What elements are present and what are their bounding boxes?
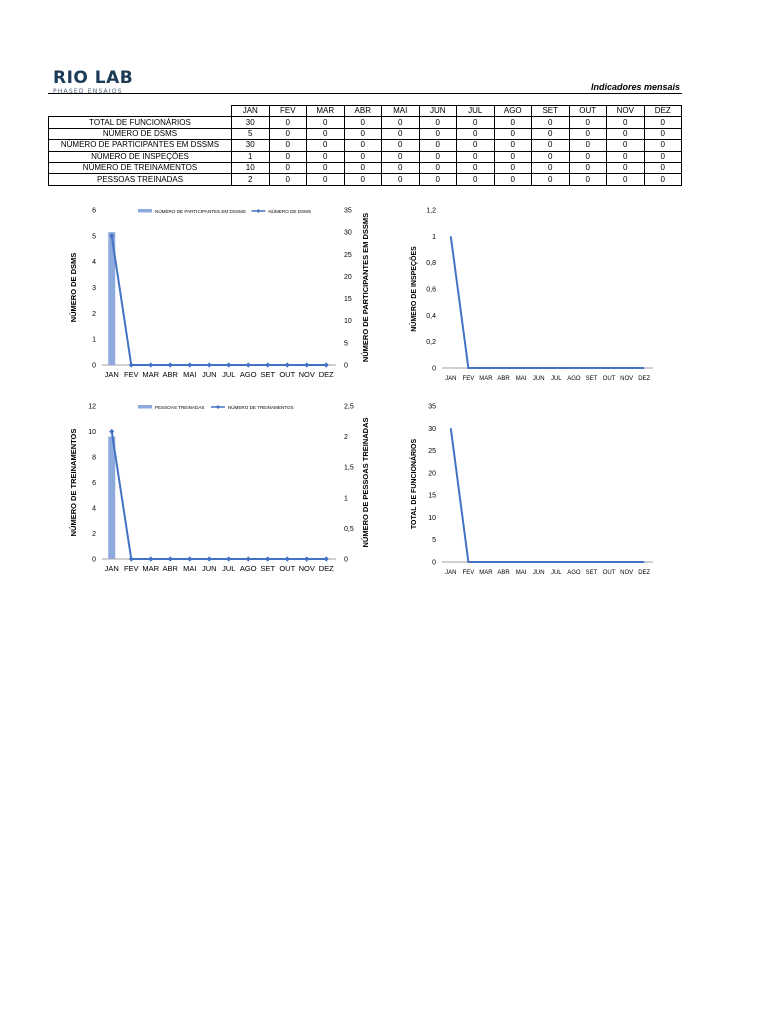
y-tick-label: 0,8: [426, 260, 436, 268]
data-point: [148, 556, 153, 561]
table-cell: 0: [344, 162, 382, 173]
y-tick-label: 0: [432, 365, 436, 373]
table-cell: 0: [532, 128, 570, 139]
y-tick-label: 10: [88, 429, 96, 436]
table-row: [49, 151, 682, 162]
legend-marker: [216, 405, 220, 409]
data-point: [324, 556, 329, 561]
x-tick-label: ABR: [162, 564, 178, 573]
month-header: JAN: [232, 106, 270, 117]
x-tick-label: JAN: [104, 370, 119, 379]
table-cell: 0: [607, 140, 645, 151]
table-cell: 0: [457, 128, 495, 139]
x-tick-label: JUL: [222, 370, 236, 379]
table-row: [49, 140, 682, 151]
table-cell: 0: [457, 117, 495, 128]
y-tick-label: 2: [92, 310, 96, 318]
x-tick-label: JUN: [201, 564, 217, 573]
table-cell: 0: [419, 151, 457, 162]
x-tick-label: SET: [585, 376, 598, 382]
y-tick-label: 0: [92, 556, 96, 564]
y2-tick-label: 0,5: [344, 525, 354, 533]
x-tick-label: OUT: [279, 564, 296, 573]
y2-tick-label: 10: [344, 318, 352, 326]
x-tick-label: ABR: [497, 376, 510, 382]
table-cell: 0: [269, 140, 307, 151]
document-title: Indicadores mensais: [590, 82, 680, 92]
data-point: [168, 362, 173, 367]
x-tick-label: DEZ: [318, 564, 334, 573]
data-point: [226, 362, 231, 367]
y2-tick-label: 2: [344, 434, 348, 442]
table-cell: 10: [232, 162, 270, 173]
employees-chart: [400, 396, 670, 586]
legend-swatch: [138, 209, 152, 213]
table-cell: 0: [269, 128, 307, 139]
y-tick-label: 1,2: [426, 207, 436, 215]
x-tick-label: MAR: [479, 376, 493, 382]
x-tick-label: MAR: [142, 370, 160, 379]
table-cell: 0: [607, 174, 645, 185]
inspections-chart: [400, 200, 670, 390]
data-point: [129, 556, 134, 561]
y-tick-label: 5: [92, 233, 96, 241]
y2-tick-label: 0: [344, 362, 348, 370]
table-cell: 0: [569, 174, 607, 185]
title-divider: [48, 93, 682, 94]
data-point: [265, 362, 270, 367]
x-tick-label: AGO: [239, 564, 257, 573]
table-cell: 0: [457, 162, 495, 173]
table-cell: 0: [307, 174, 345, 185]
y2-tick-label: 15: [344, 296, 352, 304]
indicators-table: [48, 105, 682, 186]
y-tick-label: 30: [428, 425, 436, 433]
table-cell: 0: [494, 128, 532, 139]
x-tick-label: MAI: [515, 376, 527, 382]
month-header: NOV: [607, 106, 645, 117]
table-row: [49, 128, 682, 139]
table-cell: 0: [344, 174, 382, 185]
data-point: [304, 556, 309, 561]
y-tick-label: 0,4: [426, 312, 436, 320]
x-tick-label: MAI: [183, 564, 197, 573]
dsms-chart: [60, 200, 380, 390]
y-tick-label: 1: [432, 233, 436, 241]
table-cell: 0: [644, 162, 682, 173]
table-cell: 0: [419, 162, 457, 173]
table-cell: 0: [419, 128, 457, 139]
y-axis-title: TOTAL DE FUNCIONÁRIOS: [411, 438, 418, 530]
x-tick-label: OUT: [602, 376, 616, 382]
y2-tick-label: 25: [344, 251, 352, 259]
y2-tick-label: 1: [344, 495, 348, 503]
table-cell: 0: [494, 162, 532, 173]
data-point: [304, 362, 309, 367]
x-tick-label: JUN: [532, 376, 545, 382]
y-tick-label: 12: [88, 403, 96, 411]
table-cell: 0: [344, 117, 382, 128]
data-point: [168, 556, 173, 561]
data-point: [324, 362, 329, 367]
table-cell: 0: [419, 117, 457, 128]
y-tick-label: 0: [92, 362, 96, 370]
table-cell: 0: [644, 151, 682, 162]
table-cell: 0: [419, 140, 457, 151]
table-cell: 0: [569, 151, 607, 162]
y-tick-label: 4: [92, 259, 96, 267]
x-tick-label: SET: [585, 570, 598, 576]
data-point: [246, 556, 251, 561]
month-header: OUT: [569, 106, 607, 117]
x-tick-label: SET: [260, 370, 276, 379]
y2-tick-label: 5: [344, 340, 348, 348]
table-cell: 0: [644, 128, 682, 139]
data-point: [148, 362, 153, 367]
legend-label: PESSOAS TREINADAS: [155, 404, 205, 410]
table-cell: 5: [232, 128, 270, 139]
x-tick-label: AGO: [567, 376, 581, 382]
y-axis-title: NÚMERO DE TREINAMENTOS: [69, 428, 78, 537]
table-row: [49, 174, 682, 185]
y-tick-label: 25: [428, 448, 436, 456]
table-cell: 0: [644, 117, 682, 128]
table-cell: 0: [269, 117, 307, 128]
table-cell: 0: [607, 117, 645, 128]
legend-label: NÚMERO DE PARTICIPANTES EM DSSMS: [155, 208, 246, 214]
y-tick-label: 8: [92, 454, 96, 462]
table-cell: 0: [569, 140, 607, 151]
x-tick-label: NOV: [298, 370, 315, 379]
table-cell: 1: [232, 151, 270, 162]
table-cell: 0: [307, 151, 345, 162]
data-point: [187, 556, 192, 561]
table-cell: 0: [269, 162, 307, 173]
table-cell: 0: [644, 140, 682, 151]
row-label: TOTAL DE FUNCIONÁRIOS: [49, 117, 232, 128]
table-cell: 0: [532, 117, 570, 128]
x-tick-label: OUT: [602, 570, 616, 576]
table-cell: 0: [532, 162, 570, 173]
table-row: [49, 162, 682, 173]
table-cell: 0: [457, 140, 495, 151]
table-cell: 0: [307, 162, 345, 173]
x-tick-label: JAN: [445, 570, 457, 576]
y2-axis-title: NÚMERO DE PARTICIPANTES EM DSSMS: [361, 212, 370, 363]
table-cell: 0: [307, 117, 345, 128]
x-tick-label: FEV: [123, 564, 139, 573]
table-cell: 0: [419, 174, 457, 185]
x-tick-label: JUL: [550, 376, 562, 382]
table-cell: 0: [532, 140, 570, 151]
table-cell: 0: [607, 162, 645, 173]
series-line: [451, 428, 644, 562]
month-header: SET: [532, 106, 570, 117]
month-header: MAI: [382, 106, 420, 117]
table-cell: 0: [382, 174, 420, 185]
x-tick-label: DEZ: [638, 570, 651, 576]
table-cell: 0: [344, 151, 382, 162]
table-cell: 0: [494, 174, 532, 185]
y-tick-label: 35: [428, 403, 436, 411]
y2-tick-label: 20: [344, 273, 352, 281]
row-label: NÚMERO DE DSMS: [49, 128, 232, 139]
month-header: JUN: [419, 106, 457, 117]
month-header: FEV: [269, 106, 307, 117]
y-tick-label: 6: [92, 207, 96, 215]
x-tick-label: DEZ: [318, 370, 334, 379]
x-tick-label: NOV: [620, 376, 634, 382]
y-tick-label: 0,6: [426, 286, 436, 294]
table-cell: 0: [307, 140, 345, 151]
row-label: PESSOAS TREINADAS: [49, 174, 232, 185]
table-cell: 0: [532, 174, 570, 185]
month-header: AGO: [494, 106, 532, 117]
x-tick-label: FEV: [462, 376, 475, 382]
table-cell: 0: [457, 151, 495, 162]
series-line: [451, 236, 644, 368]
y-tick-label: 4: [92, 505, 96, 513]
table-cell: 0: [494, 140, 532, 151]
x-tick-label: FEV: [462, 570, 475, 576]
table-cell: 0: [494, 151, 532, 162]
series-line: [112, 236, 327, 365]
table-cell: 0: [382, 140, 420, 151]
table-cell: 30: [232, 117, 270, 128]
legend-swatch: [138, 405, 152, 409]
month-header: DEZ: [644, 106, 682, 117]
table-cell: 0: [382, 117, 420, 128]
x-tick-label: JUL: [550, 570, 562, 576]
table-cell: 0: [569, 162, 607, 173]
table-cell: 0: [607, 128, 645, 139]
y-tick-label: 3: [92, 285, 96, 292]
table-cell: 0: [607, 151, 645, 162]
data-point: [109, 429, 114, 434]
data-point: [265, 556, 270, 561]
table-cell: 0: [382, 128, 420, 139]
month-header: ABR: [344, 106, 382, 117]
table-cell: 0: [569, 117, 607, 128]
data-point: [226, 556, 231, 561]
x-tick-label: JUN: [201, 370, 217, 379]
data-point: [129, 362, 134, 367]
table-cell: 0: [532, 151, 570, 162]
data-point: [285, 556, 290, 561]
x-tick-label: MAI: [183, 370, 197, 379]
y-tick-label: 10: [428, 514, 436, 522]
month-header: MAR: [307, 106, 345, 117]
x-tick-label: DEZ: [638, 376, 651, 382]
y-tick-label: 2: [92, 531, 96, 538]
x-tick-label: NOV: [298, 564, 315, 573]
company-logo: [53, 68, 133, 95]
table-cell: 0: [382, 162, 420, 173]
y2-tick-label: 30: [344, 229, 352, 237]
table-corner: [49, 106, 232, 117]
y2-tick-label: 1,5: [344, 464, 354, 472]
logo-text: RIO LAB: [53, 68, 134, 88]
y2-tick-label: 35: [344, 207, 352, 215]
table-cell: 0: [644, 174, 682, 185]
x-tick-label: AGO: [239, 370, 257, 379]
y-tick-label: 6: [92, 480, 96, 487]
row-label: NÚMERO DE PARTICIPANTES EM DSSMS: [49, 140, 232, 151]
x-tick-label: JAN: [445, 376, 457, 382]
x-tick-label: OUT: [279, 370, 296, 379]
y-tick-label: 0: [432, 559, 436, 567]
table-cell: 0: [269, 174, 307, 185]
x-tick-label: NOV: [620, 570, 634, 576]
y-axis-title: NÚMERO DE INSPEÇÕES: [411, 246, 418, 332]
logo-subtext: PHASED ENSAIOS: [53, 88, 123, 95]
data-point: [187, 362, 192, 367]
y-tick-label: 1: [92, 336, 96, 344]
table-row: [49, 117, 682, 128]
table-cell: 0: [307, 128, 345, 139]
x-tick-label: AGO: [567, 570, 581, 576]
table-cell: 0: [382, 151, 420, 162]
data-point: [207, 362, 212, 367]
data-point: [207, 556, 212, 561]
table-cell: 0: [269, 151, 307, 162]
legend-label: NÚMERO DE DSMS: [268, 208, 312, 214]
table-cell: 0: [457, 174, 495, 185]
row-label: NÚMERO DE INSPEÇÕES: [49, 151, 232, 162]
legend-marker: [256, 209, 260, 213]
table-cell: 0: [569, 128, 607, 139]
legend-label: NÚMERO DE TREINAMENTOS: [227, 404, 294, 410]
table-cell: 0: [344, 128, 382, 139]
month-header: JUL: [457, 106, 495, 117]
y-tick-label: 0,2: [426, 339, 436, 347]
y-tick-label: 20: [428, 470, 436, 478]
table-cell: 2: [232, 174, 270, 185]
x-tick-label: MAR: [479, 570, 493, 576]
x-tick-label: ABR: [497, 570, 510, 576]
y2-axis-title: NÚMERO DE PESSOAS TREINADAS: [361, 417, 370, 548]
table-header-row: [49, 106, 682, 117]
x-tick-label: MAI: [515, 570, 527, 576]
series-line: [112, 432, 327, 560]
x-tick-label: JUL: [222, 564, 236, 573]
x-tick-label: MAR: [142, 564, 160, 573]
table-cell: 30: [232, 140, 270, 151]
data-point: [246, 362, 251, 367]
y-tick-label: 15: [428, 492, 436, 500]
bar: [108, 437, 115, 559]
x-tick-label: JAN: [104, 564, 119, 573]
table-cell: 0: [344, 140, 382, 151]
x-tick-label: SET: [260, 564, 276, 573]
x-tick-label: JUN: [532, 570, 545, 576]
data-point: [285, 362, 290, 367]
y2-tick-label: 0: [344, 556, 348, 564]
x-tick-label: FEV: [123, 370, 139, 379]
y-tick-label: 5: [432, 537, 436, 545]
y-axis-title: NÚMERO DE DSMS: [69, 252, 78, 323]
trainings-chart: [60, 396, 380, 586]
row-label: NÚMERO DE TREINAMENTOS: [49, 162, 232, 173]
y2-tick-label: 2,5: [344, 403, 354, 411]
table-cell: 0: [494, 117, 532, 128]
x-tick-label: ABR: [162, 370, 178, 379]
